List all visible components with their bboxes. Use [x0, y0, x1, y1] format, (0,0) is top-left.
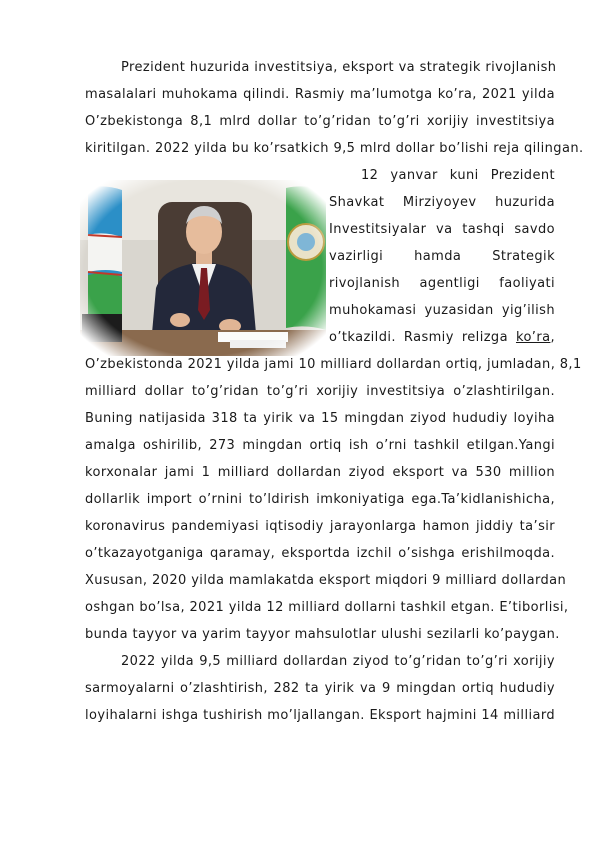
text-line: vazirligi hamda Strategik	[329, 249, 555, 264]
text-line: Xususan, 2020 yilda mamlakatda eksport miqdori 9 milliard dollardan	[85, 573, 567, 588]
text-line: milliard dollar to’g’ridan to’g’ri xorijiy investitsiya o’zlashtirilgan.	[85, 384, 555, 399]
text-line: loyihalarni ishga tushirish mo’ljallangan. Eksport hajmini 14 milliard	[85, 708, 555, 723]
document-body	[85, 54, 584, 729]
text-line: oshgan bo’lsa, 2021 yilda 12 milliard dollarni tashkil etgan. E’tiborlisi,	[85, 600, 569, 615]
link-line-prefix: o’tkazildi. Rasmiy relizga	[329, 330, 516, 345]
text-line: dollarlik import o’rnini to’ldirish imkoniyatiga ega.Ta’kidlanishicha,	[85, 492, 555, 507]
text-line: O’zbekistonga 8,1 mlrd dollar to’g’ridan to’g’ri xorijiy investitsiya	[85, 114, 555, 129]
text-line: sarmoyalarni o’zlashtirish, 282 ta yirik va 9 mingdan ortiq hududiy	[85, 681, 555, 696]
text-line: 2022 yilda 9,5 milliard dollardan ziyod to’g’ridan to’g’ri xorijiy	[121, 654, 555, 669]
paragraph-3	[85, 648, 555, 729]
text-line: O’zbekistonda 2021 yilda jami 10 milliard dollardan ortiq, jumladan, 8,1	[85, 357, 582, 372]
text-line: rivojlanish agentligi faoliyati	[329, 276, 555, 291]
text-line: koronavirus pandemiyasi iqtisodiy jarayonlarga hamon jiddiy ta’sir	[85, 519, 555, 534]
text-beside-photo	[329, 162, 555, 351]
text-line: Buning natijasida 318 ta yirik va 15 mingdan ziyod hududiy loyiha	[85, 411, 555, 426]
paragraph-1	[85, 54, 584, 162]
text-line: korxonalar jami 1 milliard dollardan ziyod eksport va 530 million	[85, 465, 555, 480]
meeting-photo	[80, 180, 326, 356]
text-line: Investitsiyalar va tashqi savdo	[329, 222, 555, 237]
text-line-with-link	[329, 324, 555, 351]
source-link[interactable]: ko’ra	[515, 330, 551, 345]
text-line: 12 yanvar kuni Prezident	[361, 168, 555, 183]
flag-right	[286, 186, 326, 330]
link-line-suffix: ,	[550, 330, 555, 345]
text-line: Shavkat Mirziyoyev huzurida	[329, 195, 555, 210]
flag-left	[88, 186, 122, 320]
text-line: kiritilgan. 2022 yilda bu ko’rsatkich 9,5 mlrd dollar bo’lishi reja qilingan.	[85, 141, 584, 156]
text-line: masalalari muhokama qilindi. Rasmiy ma’lumotga ko’ra, 2021 yilda	[85, 87, 555, 102]
text-line: o’tkazayotganiga qaramay, eksportda izchil o’sishga erishilmoqda.	[85, 546, 555, 561]
text-line: bunda tayyor va yarim tayyor mahsulotlar ulushi sezilarli ko’paygan.	[85, 627, 560, 642]
text-line: Prezident huzurida investitsiya, eksport va strategik rivojlanish	[121, 60, 557, 75]
text-line: amalga oshirilib, 273 mingdan ortiq ish o’rni tashkil etilgan.Yangi	[85, 438, 555, 453]
text-line: muhokamasi yuzasidan yig’ilish	[329, 303, 555, 318]
